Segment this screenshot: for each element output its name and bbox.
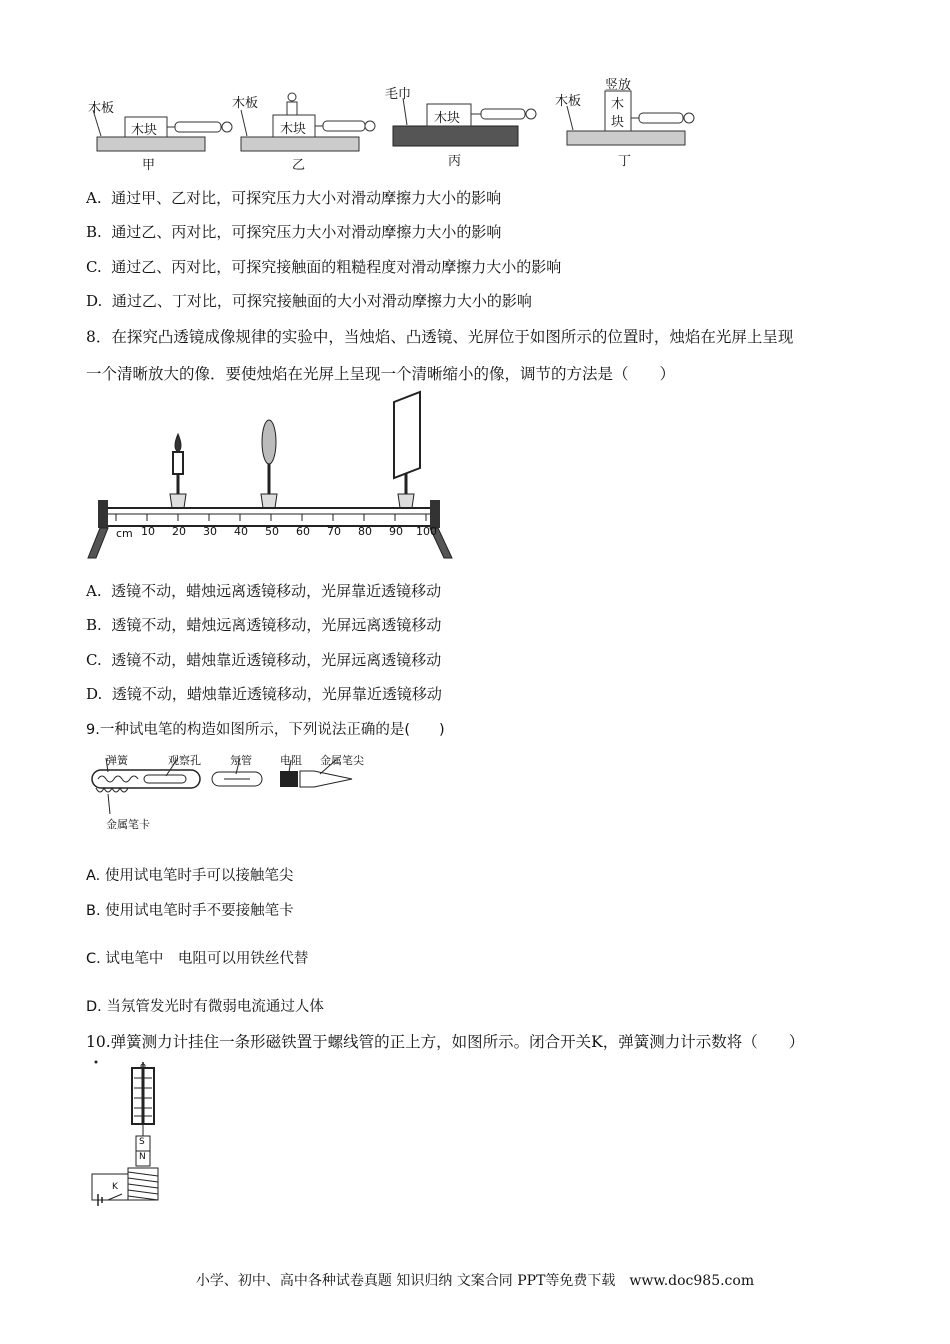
panel3-block: 木块 [434, 111, 461, 126]
q7-option-b: B. 通过乙、丙对比，可探究压力大小对滑动摩擦力大小的影响 [86, 223, 502, 241]
q9-option-c: C. 试电笔中 电阻可以用铁丝代替 [86, 951, 309, 967]
panel3-surface: 毛巾 [385, 87, 412, 102]
ruler-unit: cm [116, 527, 133, 540]
friction-figure [85, 80, 705, 175]
panel4-caption: 丁 [618, 154, 632, 169]
q9-option-a: A. 使用试电笔时手可以接触笔尖 [86, 868, 294, 884]
switch-label-k: K [112, 1182, 118, 1192]
q9-option-d: D. 当氖管发光时有微弱电流通过人体 [86, 999, 324, 1015]
panel2-surface: 木板 [232, 96, 259, 111]
q10-stem: 10.弹簧测力计挂住一条形磁铁置于螺线管的正上方，如图所示。闭合开关K，弹簧测力计示数将（ ） [86, 1033, 805, 1051]
ruler-tick-20: 20 [172, 525, 186, 538]
magnet-pole-s: S [139, 1137, 145, 1147]
panel1-caption: 甲 [142, 158, 156, 173]
pen-label-tip: 金属笔尖 [320, 754, 364, 767]
q9-option-b: B. 使用试电笔时手不要接触笔卡 [86, 903, 294, 919]
q8-stem-line1: 8．在探究凸透镜成像规律的实验中，当烛焰、凸透镜、光屏位于如图所示的位置时，烛焰在光屏上呈现 [86, 328, 794, 346]
optical-bench-figure [86, 390, 456, 560]
panel4-upright-label: 竖放 [605, 78, 632, 93]
q8-option-d: D. 透镜不动，蜡烛靠近透镜移动，光屏靠近透镜移动 [86, 685, 442, 703]
panel3-caption: 丙 [448, 154, 462, 169]
test-pen-figure [86, 748, 366, 833]
pen-label-resistor: 电阻 [280, 754, 302, 767]
q7-option-c: C. 通过乙、丙对比，可探究接触面的粗糙程度对滑动摩擦力大小的影响 [86, 258, 562, 276]
pen-label-window: 观察孔 [168, 754, 201, 767]
panel4-surface: 木板 [555, 94, 582, 109]
q8-option-a: A. 透镜不动，蜡烛远离透镜移动，光屏靠近透镜移动 [86, 582, 442, 600]
ruler-tick-40: 40 [234, 525, 248, 538]
solenoid-drawing [88, 1058, 168, 1208]
ruler-tick-10: 10 [141, 525, 155, 538]
pen-label-clip: 金属笔卡 [106, 818, 150, 831]
q7-option-a: A. 通过甲、乙对比，可探究压力大小对滑动摩擦力大小的影响 [86, 189, 502, 207]
ruler-tick-80: 80 [358, 525, 372, 538]
panel4-block-char2: 块 [611, 115, 625, 130]
panel2-caption: 乙 [292, 158, 306, 173]
panel1-block: 木块 [131, 123, 158, 138]
pen-label-spring: 弹簧 [106, 754, 128, 767]
ruler-tick-100: 100 [416, 525, 437, 538]
ruler-tick-70: 70 [327, 525, 341, 538]
ruler-tick-90: 90 [389, 525, 403, 538]
q8-stem-line2: 一个清晰放大的像．要使烛焰在光屏上呈现一个清晰缩小的像，调节的方法是（ ） [86, 365, 676, 383]
ruler-tick-50: 50 [265, 525, 279, 538]
q9-stem: 9.一种试电笔的构造如图所示，下列说法正确的是( ) [86, 722, 445, 738]
q8-option-b: B. 透镜不动，蜡烛远离透镜移动，光屏远离透镜移动 [86, 616, 442, 634]
page-footer: 小学、初中、高中各种试卷真题 知识归纳 文案合同 PPT等免费下载 www.doc985.com [195, 1273, 755, 1289]
ruler-tick-60: 60 [296, 525, 310, 538]
solenoid-figure [88, 1058, 168, 1208]
panel1-surface: 木板 [88, 101, 115, 116]
panel2-block: 木块 [280, 122, 307, 137]
magnet-pole-n: N [139, 1152, 146, 1162]
panel4-block-char1: 木 [611, 97, 625, 112]
q8-option-c: C. 透镜不动，蜡烛靠近透镜移动，光屏远离透镜移动 [86, 651, 442, 669]
q7-option-d: D. 通过乙、丁对比，可探究接触面的大小对滑动摩擦力大小的影响 [86, 292, 532, 310]
ruler-tick-30: 30 [203, 525, 217, 538]
pen-label-neon: 氖管 [230, 754, 252, 767]
